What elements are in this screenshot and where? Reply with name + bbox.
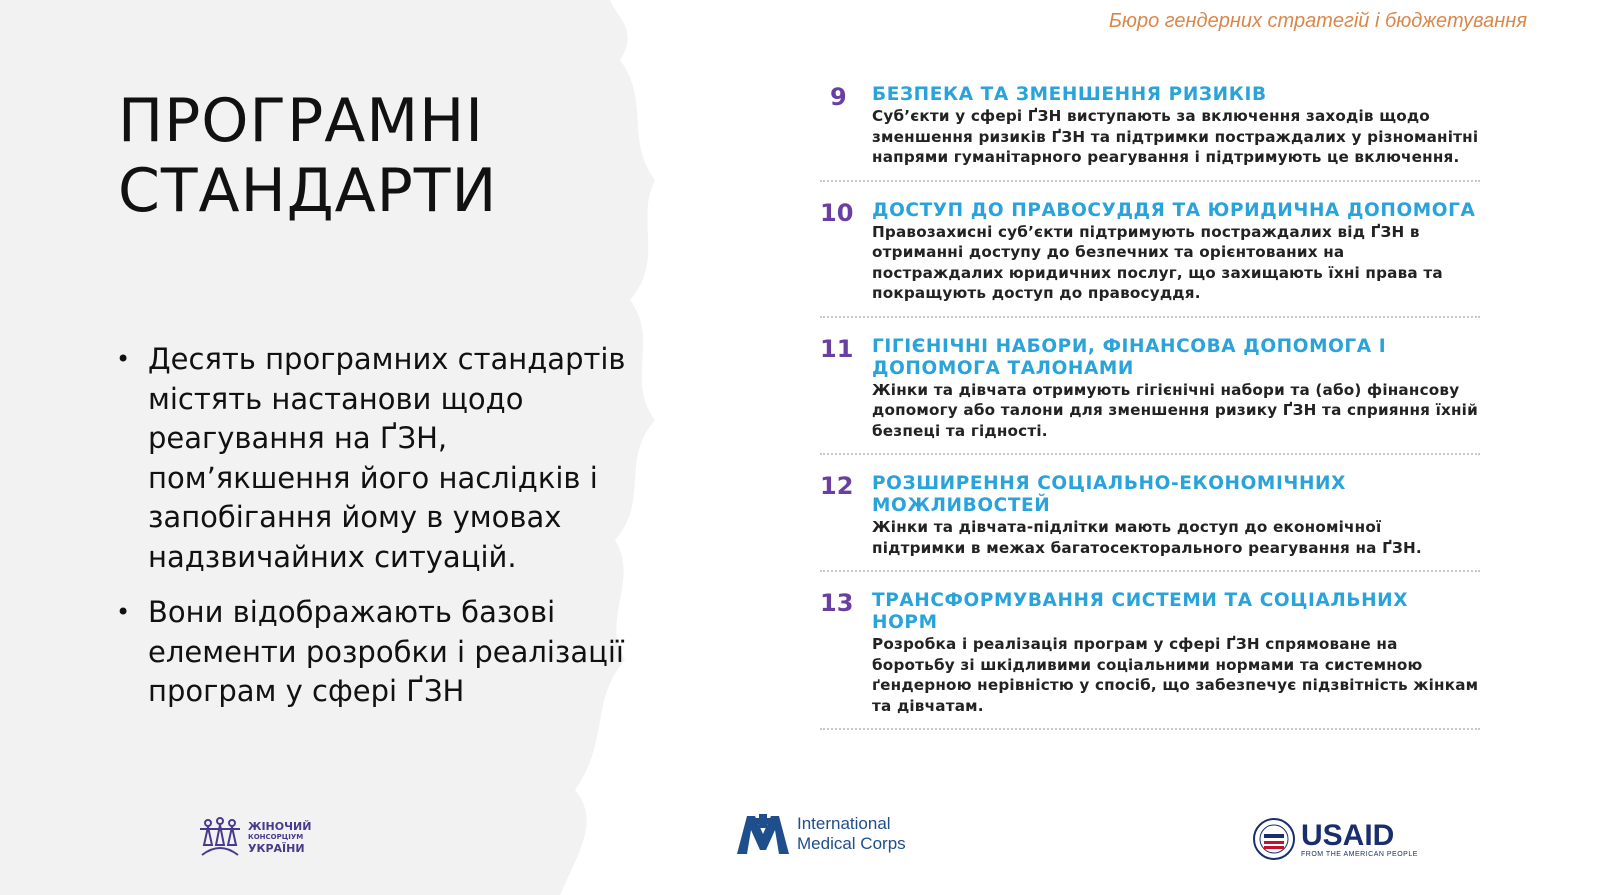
consortium-name-line-2: КОНСОРЦІУМ [248,832,304,841]
consortium-name-line-3: УКРАЇНИ [248,841,305,855]
header-org-name: Бюро гендерних стратегій і бюджетування [1108,10,1527,32]
title-line-2: СТАНДАРТИ [118,156,498,226]
standard-description: Правозахисні суб’єкти підтримують постраждалих від ҐЗН в отриманні доступу до безпечних та орієнтованих на постраждалих юридичних послуг, що захищають їхні права та покращують доступ до правосуддя. [872,222,1443,302]
womens-consortium-logo [198,815,311,859]
standard-description: Жінки та дівчата-підлітки мають доступ до економічної підтримки в межах багатосекторального реагування на ҐЗН. [872,518,1422,557]
standard-description: Суб’єкти у сфері ҐЗН виступають за включення заходів щодо зменшення ризиків ҐЗН та підтримки постраждалих у різноманітні напрями гуманітарного реагування і підтримують це включення. [872,107,1479,166]
imc-name-line-1: International [797,814,891,833]
imc-name-line-2: Medical Corps [797,834,906,853]
standard-item-9 [820,78,1480,182]
usaid-tagline: FROM THE AMERICAN PEOPLE [1301,850,1418,858]
bullet-list [116,340,656,728]
usaid-wordmark: USAID [1301,818,1395,852]
standard-title: ДОСТУП ДО ПРАВОСУДДЯ ТА ЮРИДИЧНА ДОПОМОГА [872,199,1476,221]
standard-number: 9 [830,83,847,111]
standard-title: ГІГІЄНІЧНІ НАБОРИ, ФІНАНСОВА ДОПОМОГА І ДОПОМОГА ТАЛОНАМИ [872,335,1387,379]
standard-number: 13 [820,589,854,617]
standard-item-10 [820,194,1480,318]
consortium-figures-icon [198,815,242,859]
standard-title: БЕЗПЕКА ТА ЗМЕНШЕННЯ РИЗИКІВ [872,84,1267,105]
usaid-seal-icon [1253,818,1295,860]
bullet-item: • Вони відображають базові елементи розробки і реалізації програм у сфері ҐЗН [116,593,656,712]
standard-number: 11 [820,334,854,363]
page-title [118,86,497,226]
standard-title: РОЗШИРЕННЯ СОЦІАЛЬНО-ЕКОНОМІЧНИХ МОЖЛИВОСТЕЙ [872,473,1347,516]
consortium-name-line-1: ЖІНОЧИЙ [248,819,312,833]
imc-logo [735,812,906,856]
usaid-logo [1253,818,1418,860]
title-line-1: ПРОГРАМНІ [118,86,484,156]
standard-number: 10 [820,198,854,227]
standard-description: Розробка і реалізація програм у сфері ҐЗН спрямоване на боротьбу зі шкідливими соціальними нормами та системною ґендерною нерівністю у спосіб, що забезпечує підзвітність жінкам та дівчатам. [872,635,1479,715]
standard-description: Жінки та дівчата отримують гігієнічні набори та (або) фінансову допомогу або талони для зменшення ризику ҐЗН та сприяння їхній безпеці та гідності. [872,380,1478,440]
standard-number: 12 [820,472,854,500]
standard-title: ТРАНСФОРМУВАННЯ СИСТЕМИ ТА СОЦІАЛЬНИХ НОРМ [872,590,1409,633]
standards-list [820,78,1480,742]
standard-item-13 [820,584,1480,730]
standard-item-11 [820,330,1480,456]
standard-item-12 [820,467,1480,572]
imc-emblem-icon [735,812,791,856]
bullet-item: • Десять програмних стандартів містять настанови щодо реагування на ҐЗН, пом’якшення його наслідків і запобігання йому в умовах надзвичайних ситуацій. [116,340,656,577]
